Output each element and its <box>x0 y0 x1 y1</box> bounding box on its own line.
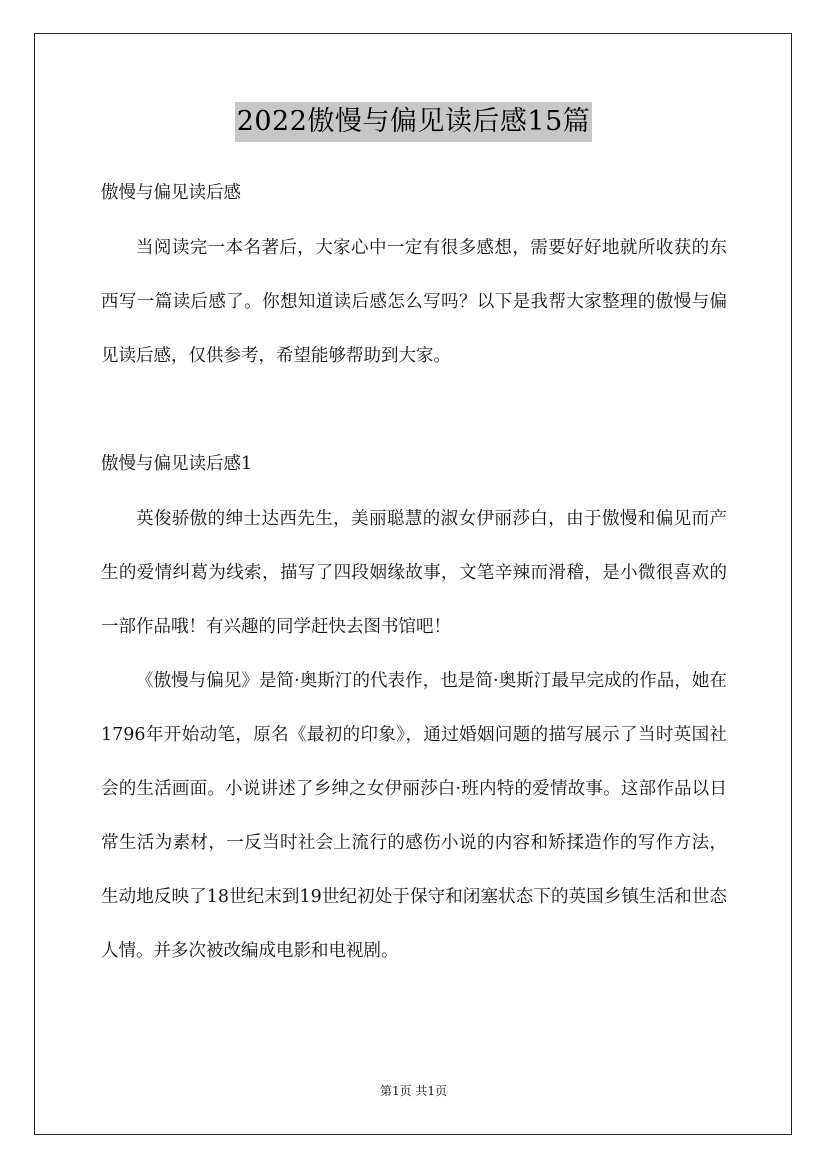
page-footer: 第1页 共1页 <box>379 1084 448 1098</box>
section1-paragraph-2: 《傲慢与偏见》是简·奥斯汀的代表作，也是简·奥斯汀最早完成的作品，她在1796年开始动笔，原名《最初的印象》，通过婚姻问题的描写展示了当时英国社会的生活画面。小说讲述了乡绅之女伊丽莎白·班内特的爱情故事。这部作品以日常生活为素材，一反当时社会上流行的感伤小说的内容和矫揉造作的写作方法，生动地反映了18世纪末到19世纪初处于保守和闭塞状态下的英国乡镇生活和世态人情。并多次被改编成电影和电视剧。 <box>101 671 727 961</box>
section1-paragraph-1: 英俊骄傲的绅士达西先生，美丽聪慧的淑女伊丽莎白，由于傲慢和偏见而产生的爱情纠葛为线索，描写了四段姻缘故事，文笔辛辣而滑稽，是小微很喜欢的一部作品哦！有兴趣的同学赶快去图书馆吧！ <box>101 509 727 637</box>
intro-heading: 傲慢与偏见读后感 <box>101 183 241 203</box>
section1-body <box>101 492 727 978</box>
intro-paragraph-block <box>101 221 727 383</box>
document-title: 2022傲慢与偏见读后感15篇 <box>235 102 593 142</box>
title-container <box>0 102 827 142</box>
section1-heading: 傲慢与偏见读后感1 <box>101 454 253 474</box>
intro-paragraph: 当阅读完一本名著后，大家心中一定有很多感想，需要好好地就所收获的东西写一篇读后感了。你想知道读后感怎么写吗？以下是我帮大家整理的傲慢与偏见读后感，仅供参考，希望能够帮助到大家。 <box>101 238 727 366</box>
